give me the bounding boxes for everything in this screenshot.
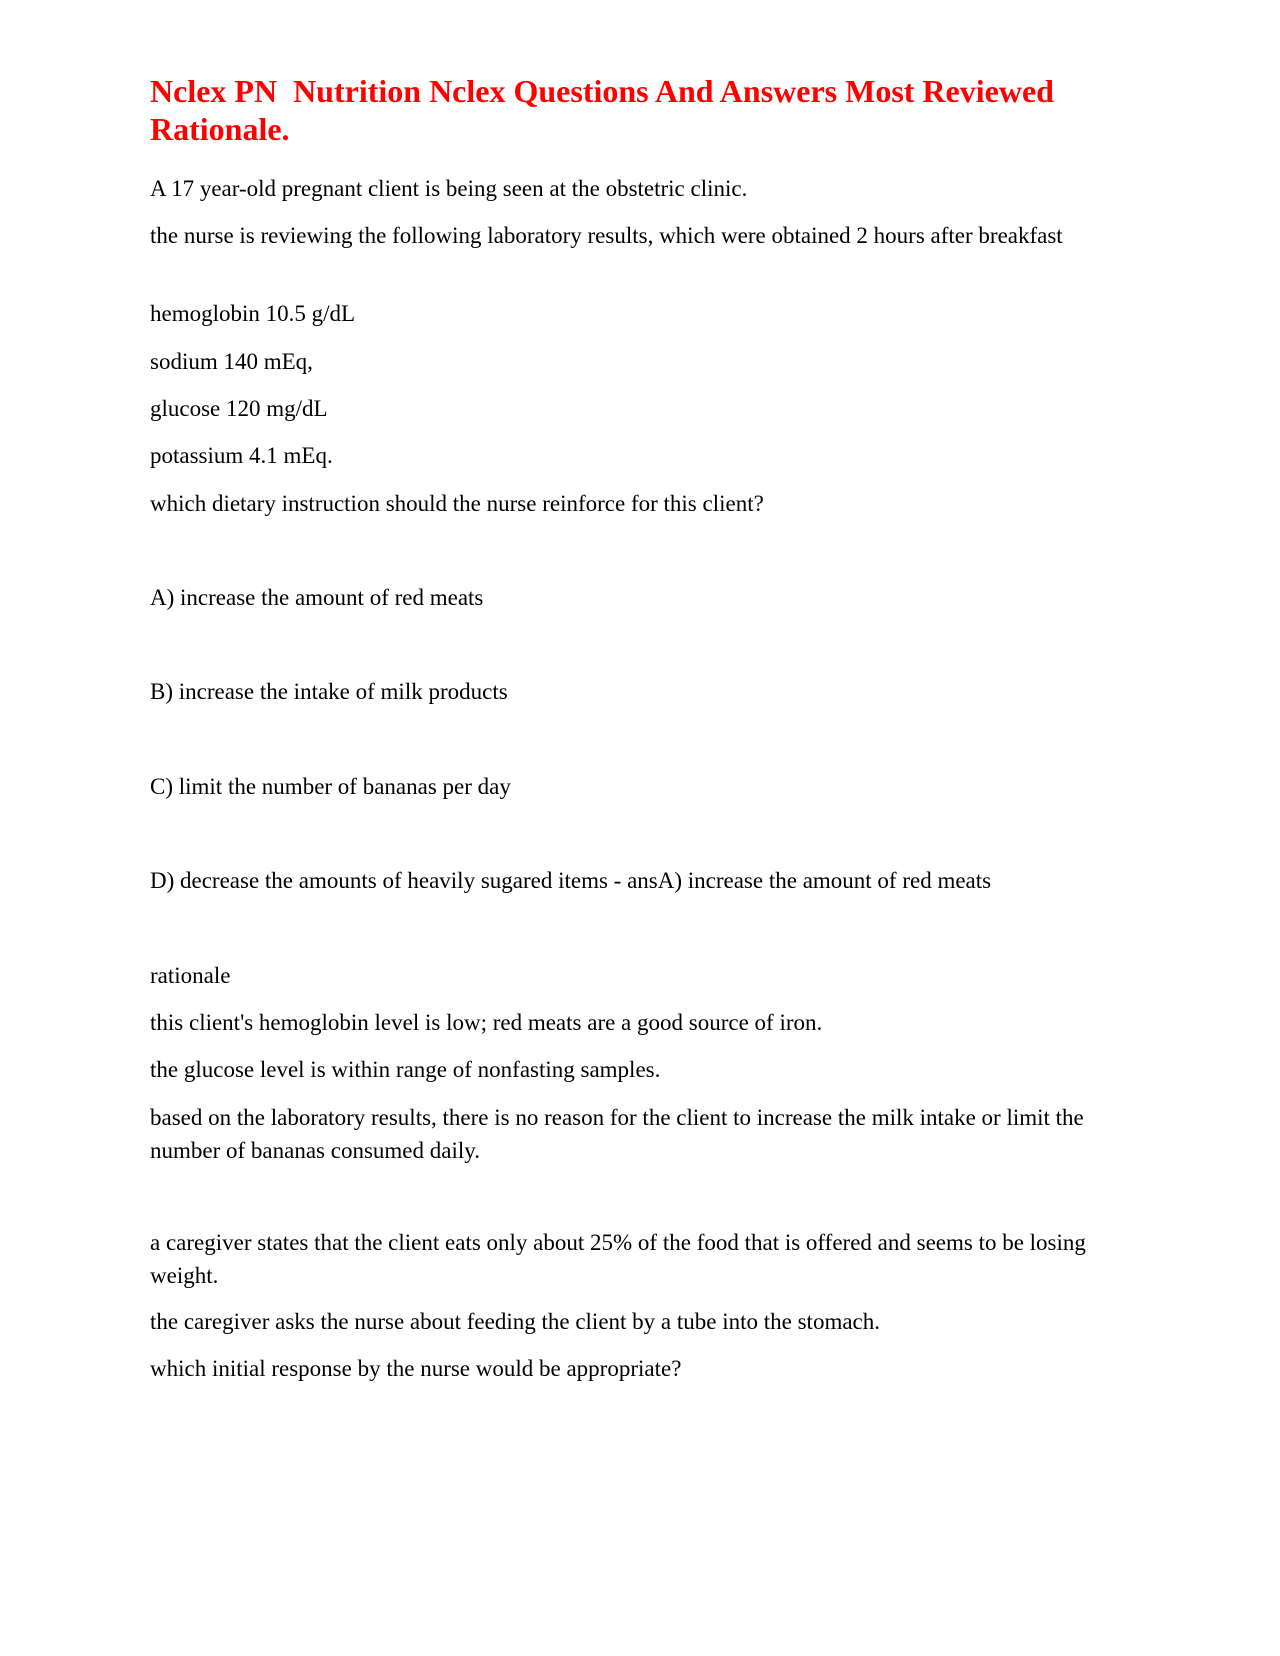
lab-result-glucose: glucose 120 mg/dL: [150, 396, 328, 421]
rationale-heading: rationale: [150, 963, 231, 988]
question1-prompt: which dietary instruction should the nurse reinforce for this client?: [150, 491, 764, 516]
question2-prompt: which initial response by the nurse would be appropriate?: [150, 1356, 682, 1381]
rationale-line-3: based on the laboratory results, there is no reason for the client to increase the milk intake or limit the number of bananas consumed daily.: [150, 1105, 1090, 1163]
question2-context: the caregiver asks the nurse about feeding the client by a tube into the stomach.: [150, 1309, 881, 1334]
document-title: Nclex PN Nutrition Nclex Questions And Answers Most Reviewed Rationale.: [150, 73, 1062, 147]
lab-result-potassium: potassium 4.1 mEq.: [150, 443, 333, 468]
answer-option-b: B) increase the intake of milk products: [150, 679, 508, 704]
answer-option-c: C) limit the number of bananas per day: [150, 774, 511, 799]
question1-stem: A 17 year-old pregnant client is being seen at the obstetric clinic.: [150, 176, 748, 201]
answer-option-a: A) increase the amount of red meats: [150, 585, 484, 610]
lab-result-sodium: sodium 140 mEq,: [150, 349, 313, 374]
rationale-line-1: this client's hemoglobin level is low; red meats are a good source of iron.: [150, 1010, 823, 1035]
question2-stem: a caregiver states that the client eats only about 25% of the food that is offered and seems to be losing weight.: [150, 1230, 1092, 1288]
answer-option-d: D) decrease the amounts of heavily sugared items - ansA) increase the amount of red meats: [150, 868, 992, 893]
question1-context: the nurse is reviewing the following laboratory results, which were obtained 2 hours after breakfast: [150, 223, 1063, 248]
lab-result-hemoglobin: hemoglobin 10.5 g/dL: [150, 301, 356, 326]
rationale-line-2: the glucose level is within range of nonfasting samples.: [150, 1057, 661, 1082]
